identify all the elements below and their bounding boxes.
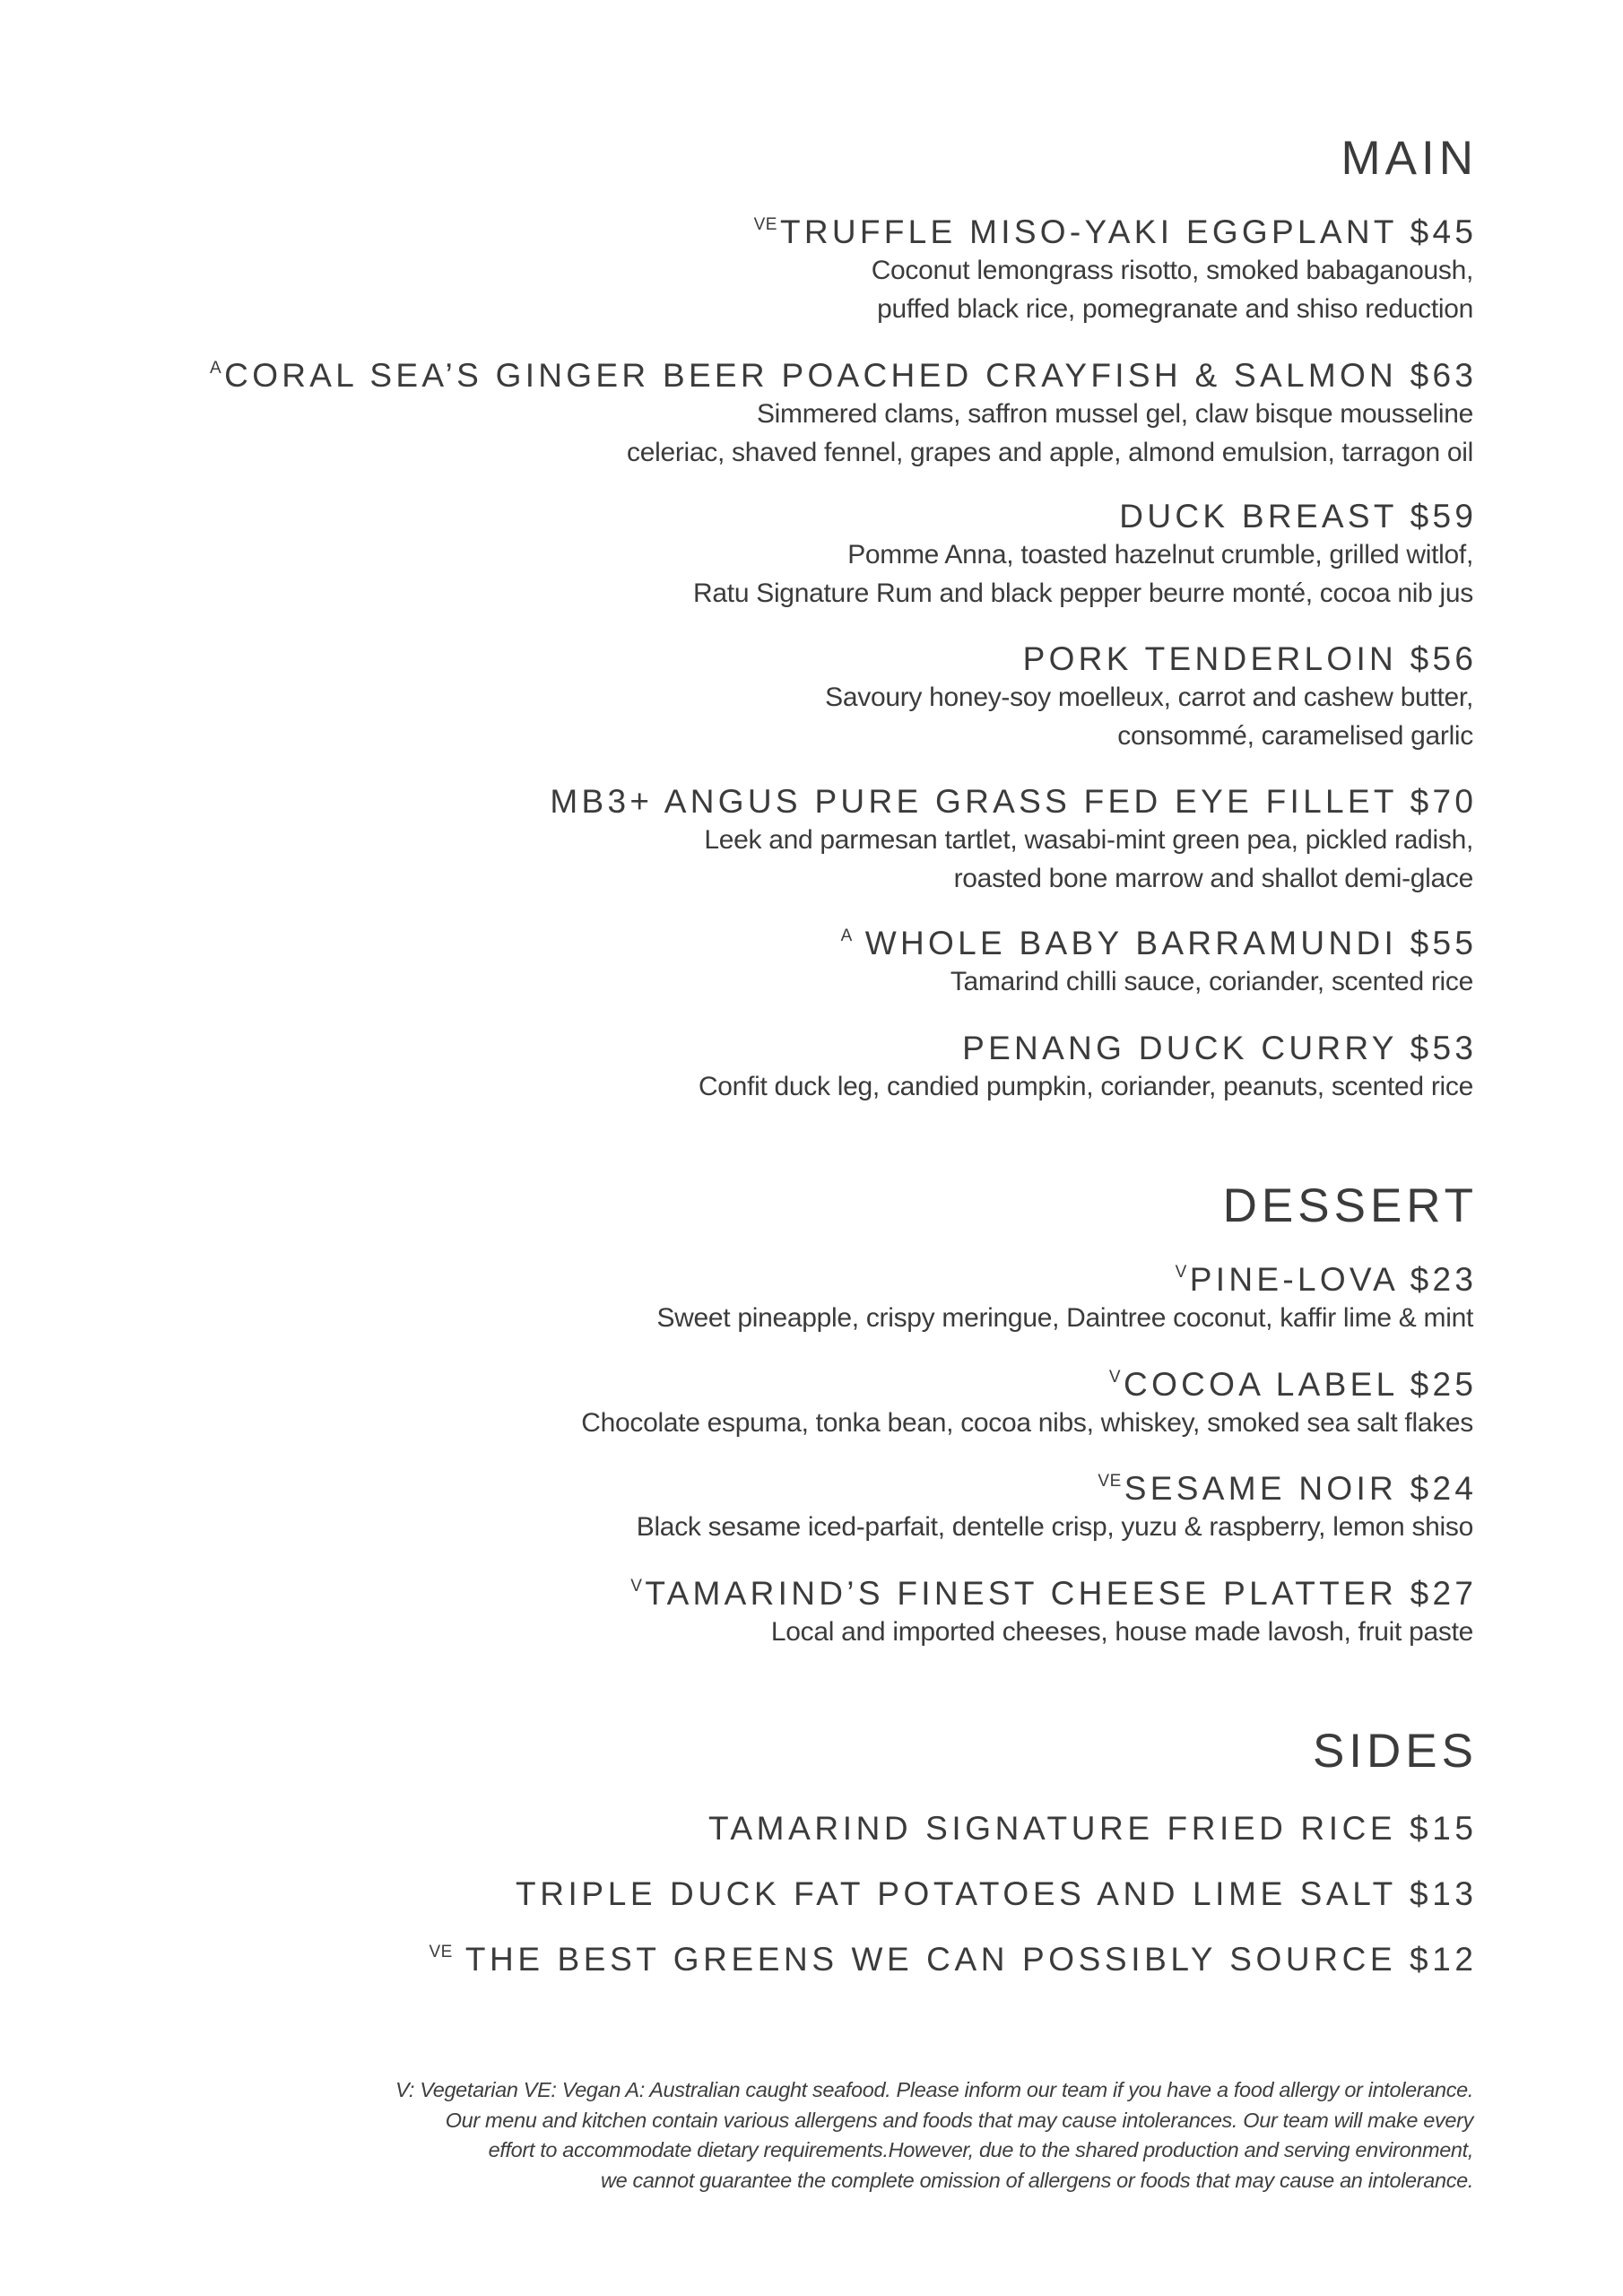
description-line: Sweet pineapple, crispy meringue, Daintree coconut, kaffir lime & mint <box>656 1303 1473 1333</box>
item-title <box>699 1031 1477 1065</box>
item-name: COCOA LABEL $25 <box>1124 1366 1478 1403</box>
dietary-tag: A <box>840 926 853 945</box>
description-line: celeriac, shaved fennel, grapes and apple, almond emulsion, tarragon oil <box>627 438 1473 467</box>
item-name: PINE-LOVA $23 <box>1189 1261 1478 1298</box>
side-item-best-greens <box>429 1941 1478 1978</box>
menu-item-coral-sea-crayfish <box>209 357 1478 472</box>
menu-item-sesame-noir <box>636 1470 1478 1546</box>
description-line: Black sesame iced-parfait, dentelle crisp, yuzu & raspberry, lemon shiso <box>636 1512 1473 1542</box>
item-name: WHOLE BABY BARRAMUNDI $55 <box>864 925 1478 961</box>
item-name: TAMARIND SIGNATURE FRIED RICE $15 <box>707 1810 1478 1847</box>
dietary-tag: VE <box>429 1943 453 1961</box>
item-name: MB3+ ANGUS PURE GRASS FED EYE FILLET $70 <box>550 783 1478 820</box>
dietary-tag: VE <box>1098 1472 1122 1491</box>
item-name: THE BEST GREENS WE CAN POSSIBLY SOURCE $12 <box>464 1941 1478 1978</box>
menu-item-pine-lova <box>656 1261 1478 1337</box>
item-description <box>825 678 1473 755</box>
disclaimer-line: we cannot guarantee the complete omission of allergens or foods that may cause an intolerance. <box>601 2169 1473 2193</box>
item-title <box>825 642 1477 675</box>
description-line: Tamarind chilli sauce, coriander, scented rice <box>950 967 1473 996</box>
menu-item-cocoa-label <box>581 1366 1478 1442</box>
item-name: TAMARIND’S FINEST CHEESE PLATTER $27 <box>645 1575 1478 1612</box>
item-description <box>581 1404 1473 1442</box>
menu-item-cheese-platter <box>630 1575 1478 1651</box>
disclaimer-line: V: Vegetarian VE: Vegan A: Australian caught seafood. Please inform our team if you have a food allergy or intolerance. <box>395 2078 1473 2101</box>
menu-item-angus-eye-fillet <box>550 783 1478 898</box>
description-line: consommé, caramelised garlic <box>1117 721 1473 751</box>
item-title <box>693 500 1477 533</box>
section-title-main: MAIN <box>1341 132 1478 185</box>
item-name: CORAL SEA’S GINGER BEER POACHED CRAYFISH & SALMON $63 <box>224 357 1478 394</box>
item-title <box>656 1263 1477 1296</box>
item-title <box>637 1472 1478 1505</box>
dietary-tag: V <box>1175 1263 1187 1282</box>
section-title-dessert: DESSERT <box>1222 1179 1478 1232</box>
item-name: TRUFFLE MISO-YAKI EGGPLANT $45 <box>779 213 1478 250</box>
item-description <box>210 395 1473 472</box>
description-line: Simmered clams, saffron mussel gel, claw bisque mousseline <box>756 399 1473 429</box>
description-line: Local and imported cheeses, house made lavosh, fruit paste <box>770 1617 1473 1647</box>
description-line: Ratu Signature Rum and black pepper beurre monté, cocoa nib jus <box>693 578 1473 608</box>
item-title <box>630 1577 1477 1610</box>
item-title <box>581 1368 1477 1401</box>
description-line: Coconut lemongrass risotto, smoked babaganoush, <box>871 256 1473 285</box>
item-name: SESAME NOIR $24 <box>1124 1470 1478 1507</box>
dietary-tag: V <box>1108 1368 1122 1387</box>
item-description <box>693 535 1473 613</box>
menu-item-pork-tenderloin <box>825 640 1478 755</box>
menu-item-duck-breast <box>693 498 1478 613</box>
item-description <box>754 251 1473 328</box>
section-title-sides: SIDES <box>1312 1725 1478 1778</box>
description-line: Confit duck leg, candied pumpkin, coriander, peanuts, scented rice <box>698 1072 1473 1101</box>
dietary-tag: V <box>630 1577 643 1596</box>
side-item-duck-fat-potatoes <box>516 1875 1478 1912</box>
description-line: Chocolate espuma, tonka bean, cocoa nibs, whiskey, smoked sea salt flakes <box>581 1408 1473 1438</box>
description-line: puffed black rice, pomegranate and shiso reduction <box>877 294 1473 324</box>
item-title <box>841 926 1478 960</box>
disclaimer-line: Our menu and kitchen contain various allergens and foods that may cause intolerances. Our team will make every <box>445 2108 1473 2132</box>
description-line: Leek and parmesan tartlet, wasabi-mint green pea, pickled radish, <box>704 825 1473 855</box>
menu-item-baby-barramundi <box>840 925 1478 1001</box>
item-title <box>550 785 1477 818</box>
item-title <box>516 1877 1478 1910</box>
menu-item-penang-duck-curry <box>698 1030 1478 1106</box>
description-line: Savoury honey-soy moelleux, carrot and cashew butter, <box>825 683 1473 712</box>
item-name: PENANG DUCK CURRY $53 <box>962 1030 1478 1066</box>
item-description <box>841 962 1473 1001</box>
description-line: roasted bone marrow and shallot demi-glace <box>953 864 1473 893</box>
dietary-tag: VE <box>753 215 777 234</box>
item-description <box>630 1613 1473 1651</box>
item-title <box>708 1812 1478 1845</box>
description-line: Pomme Anna, toasted hazelnut crumble, grilled witlof, <box>847 540 1473 570</box>
allergen-disclaimer <box>395 2075 1473 2196</box>
item-name: PORK TENDERLOIN $56 <box>1022 640 1478 677</box>
menu-item-truffle-eggplant <box>753 213 1478 328</box>
item-title <box>429 1943 1477 1976</box>
item-description <box>637 1508 1473 1546</box>
item-name: DUCK BREAST $59 <box>1119 498 1478 535</box>
item-name: TRIPLE DUCK FAT POTATOES AND LIME SALT $13 <box>516 1875 1478 1912</box>
dietary-tag: A <box>209 359 222 378</box>
item-description <box>656 1299 1473 1337</box>
item-title <box>210 359 1477 392</box>
item-description <box>699 1067 1473 1106</box>
item-description <box>550 821 1473 898</box>
item-title <box>754 215 1478 248</box>
side-item-fried-rice <box>707 1810 1478 1847</box>
disclaimer-line: effort to accommodate dietary requirements.However, due to the shared production and serving environment, <box>488 2138 1473 2162</box>
